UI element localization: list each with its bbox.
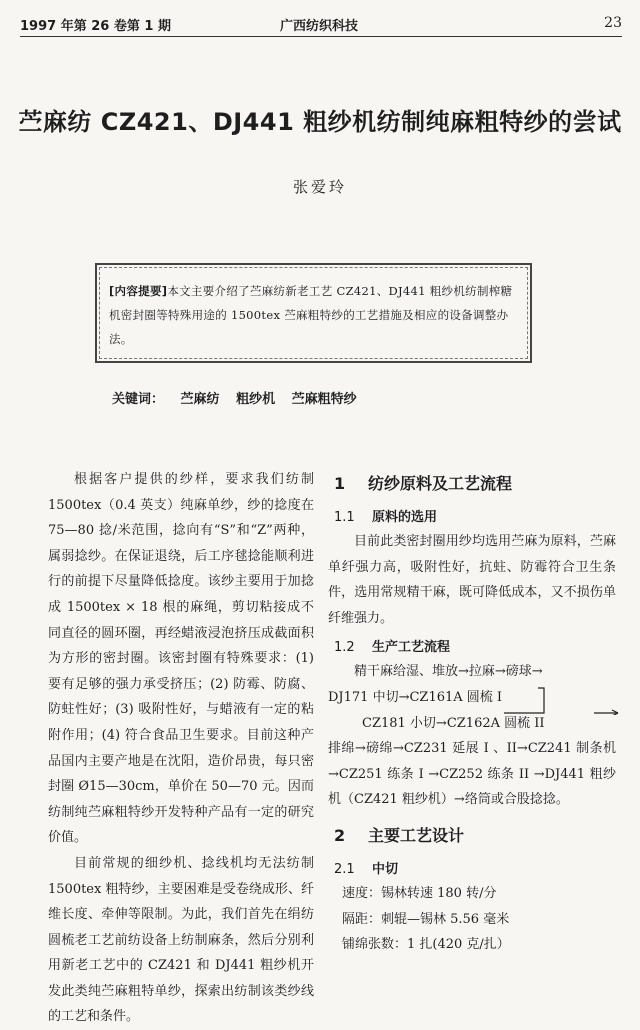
author-name: 张爱玲 — [292, 178, 347, 196]
section-title: 主要工艺设计 — [368, 825, 465, 845]
keywords-label: 关键词： — [112, 392, 165, 407]
parameter-line: 铺绵张数：1 扎(420 克/扎） — [342, 937, 510, 953]
process-flow — [328, 659, 616, 813]
right-column — [328, 467, 616, 958]
left-column — [48, 467, 314, 1030]
parameter-line: 隔距：刺辊—锡林 5.56 毫米 — [342, 911, 510, 927]
section-number: 1 — [334, 474, 346, 493]
section-heading — [328, 823, 616, 849]
section-title: 纺纱原料及工艺流程 — [368, 474, 513, 493]
subsection-heading — [328, 857, 616, 881]
flow-branch-arrows — [394, 685, 624, 715]
keywords — [112, 388, 369, 407]
flow-line: CZ181 小切→CZ162A 圆梳 II — [362, 715, 545, 731]
subsection-number: 2.1 — [334, 861, 355, 877]
flow-line: 精干麻给湿、堆放→拉麻→磅球→ — [354, 664, 543, 680]
keyword-item: 粗纱机 — [236, 392, 276, 407]
journal-issue: 1997 年第 26 卷第 1 期 — [20, 19, 171, 34]
page-number: 23 — [604, 15, 622, 31]
subsection-title: 原料的选用 — [372, 510, 438, 525]
body-paragraph: 根据客户提供的纱样，要求我们纺制 1500tex（0.4 英支）纯麻单纱，纱的捻度在 75—80 捻/米范围，捻向有“S”和“Z”两种，属弱捻纱。在保证退绕，后工序毬捻能顺利进行的前提下尽量降低捻度。该纱主要用于加捻成 1500tex × 18 根的麻绳，剪切粘接成不同直径的圆环圈，再经蜡液浸泡挤压成截面积为方形的密封圈。该密封圈有特殊要求：(1) 要有足够的强力承受挤压；(2) 防霉、防腐、防蛀性好；(3) 吸附性好，与蜡液有一定的粘附作用；(4) 符合食品卫生要求。目前这种产品国内主要产地是在沈阳，造价昂贵，每只密封圈 Ø15—30cm，单价在 50—70 元。因而纺制纯苎麻粗特纱开发特种产品有一定的研究价值。 — [48, 472, 314, 846]
abstract-body: 本文主要介绍了苎麻纺新老工艺 CZ421、DJ441 粗纱机纺制榨糖机密封圈等特殊用途的 1500tex 苎麻粗特纱的工艺措施及相应的设备调整办法。 — [109, 284, 513, 346]
body-paragraph: 目前常规的细纱机、捻线机均无法纺制 1500tex 粗特纱，主要困难是受卷绕成形、纤维长度、牵伸等限制。为此，我们首先在绢纺圆梳老工艺前纺设备上纺制麻条，然后分别利用新老工艺中的 CZ421 和 DJ441 粗纱机开发此类纯苎麻粗特单纱，探索出纺制该类纱线的工艺和条件。 — [48, 855, 314, 1025]
subsection-number: 1.1 — [334, 510, 355, 525]
abstract-label: [内容提要] — [109, 284, 168, 298]
section-number: 2 — [334, 825, 346, 845]
flow-line: DJ171 中切→CZ161A 圆梳 I — [328, 689, 503, 705]
section-heading — [328, 471, 616, 497]
subsection-heading — [328, 505, 616, 529]
subsection-title: 中切 — [372, 861, 399, 877]
running-header — [20, 8, 622, 37]
abstract-box — [95, 263, 532, 363]
abstract — [109, 279, 520, 351]
body-paragraph: 排绵→磅绵→CZ231 延展 I 、II→CZ241 制条机→CZ251 练条 I →CZ252 练条 II →DJ441 粗纱机（CZ421 粗纱机）→络筒或合股捻捻。 — [328, 741, 616, 808]
body-paragraph: 目前此类密封圈用纱均选用苎麻为原料，苎麻单纤强力高，吸附性好，抗蛀、防霉符合卫生条件，选用常规精干麻，既可降低成本，又不损伤单纤维强力。 — [328, 534, 616, 626]
keyword-item: 苎麻纺 — [180, 392, 220, 407]
journal-name: 广西纺织科技 — [280, 19, 359, 34]
parameter-line: 速度：锡林转速 180 转/分 — [342, 885, 497, 901]
keyword-item: 苎麻粗特纱 — [291, 392, 357, 407]
subsection-heading — [328, 635, 616, 659]
article-title: 苎麻纺 CZ421、DJ441 粗纱机纺制纯麻粗特纱的尝试 — [18, 108, 622, 136]
subsection-title: 生产工艺流程 — [372, 640, 451, 656]
subsection-number: 1.2 — [334, 640, 355, 656]
